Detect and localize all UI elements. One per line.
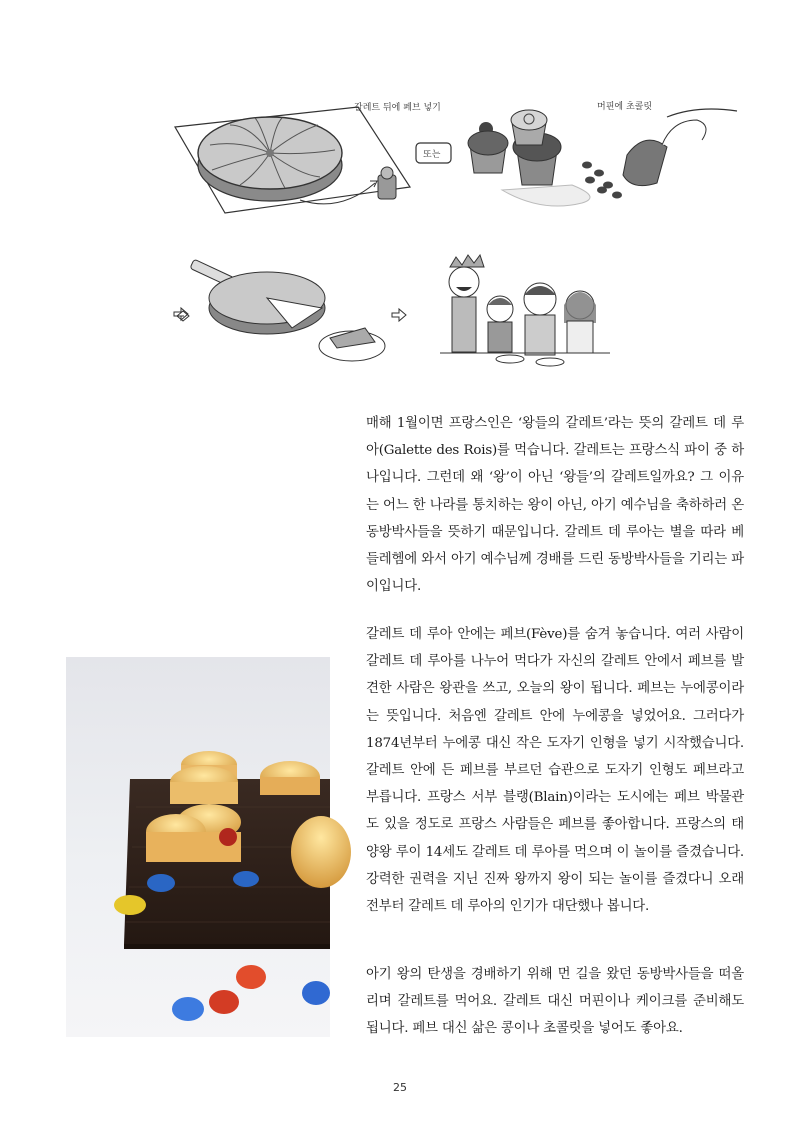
- page-number: 25: [393, 1081, 407, 1094]
- paragraph-text: 갈레트 데 루아 안에는 페브(Fève)를 숨겨 놓습니다. 여러 사람이 갈레트 데 루아를 나누어 먹다가 자신의 갈레트 안에서 페브를 발견한 사람은 왕관을 쓰고, 오늘의 왕이 됩니다. 페브는 누에콩이라는 뜻입니다. 처음엔 갈레트 안에 누에콩을 넣었어요. 그러다가 1874년부터 누에콩 대신 작은 도자기 인형을 넣기 시작했습니다. 갈레트 안에 든 페브를 부르던 습관으로 도자기 인형도 페브라고 부릅니다. 프랑스 서부 블랭(Blain)이라는 도시에는 페브 박물관도 있을 정도로 프랑스 사람들은 페브를 좋아합니다. 프랑스의 태양왕 루이 14세도 갈레트 데 루아를 먹으며 이 놀이를 즐겼습니다. 강력한 권력을 지닌 진짜 왕까지 왕이 되는 놀이를 즐겼다니 오래전부터 갈레트 데 루아의 인기가 대단했나 봅니다.: [366, 627, 744, 915]
- note-galette-text: 갈레트 뒤에 페브 넣기: [354, 103, 441, 113]
- feve-paragraph: [366, 621, 744, 920]
- arrow-icon: [391, 308, 407, 322]
- madeleine-photo: [66, 657, 330, 1037]
- note-muffin-text: 머핀에 초콜릿: [597, 102, 653, 112]
- or-badge-text: 또는: [423, 150, 441, 160]
- cutting-galette-illustration: [172, 258, 387, 368]
- arrow-icon: [173, 307, 189, 321]
- paragraph-text: 아기 왕의 탄생을 경배하기 위해 먼 길을 왔던 동방박사들을 떠올리며 갈레트를 먹어요. 갈레트 대신 머핀이나 케이크를 준비해도 됩니다. 페브 대신 삶은 콩이나 초콜릿을 넣어도 좋아요.: [366, 967, 744, 1037]
- or-badge: [414, 140, 454, 166]
- paragraph-text: 매해 1월이면 프랑스인은 ‘왕들의 갈레트’라는 뜻의 갈레트 데 루아(Galette des Rois)를 먹습니다. 갈레트는 프랑스식 파이 중 하나입니다. 그런데 왜 ‘왕’이 아닌 ‘왕들’의 갈레트일까요? 그 이유는 어느 한 나라를 통치하는 왕이 아닌, 아기 예수님을 축하하러 온 동방박사들을 뜻하기 때문입니다. 갈레트 데 루아는 별을 따라 베들레헴에 와서 아기 예수님께 경배를 드린 동방박사들을 기리는 파이입니다.: [366, 416, 744, 595]
- closing-paragraph: [366, 961, 744, 1043]
- family-crown-illustration: [430, 247, 620, 377]
- intro-paragraph: [366, 410, 744, 600]
- galette-note: [350, 100, 441, 150]
- muffin-illustration: [462, 95, 747, 215]
